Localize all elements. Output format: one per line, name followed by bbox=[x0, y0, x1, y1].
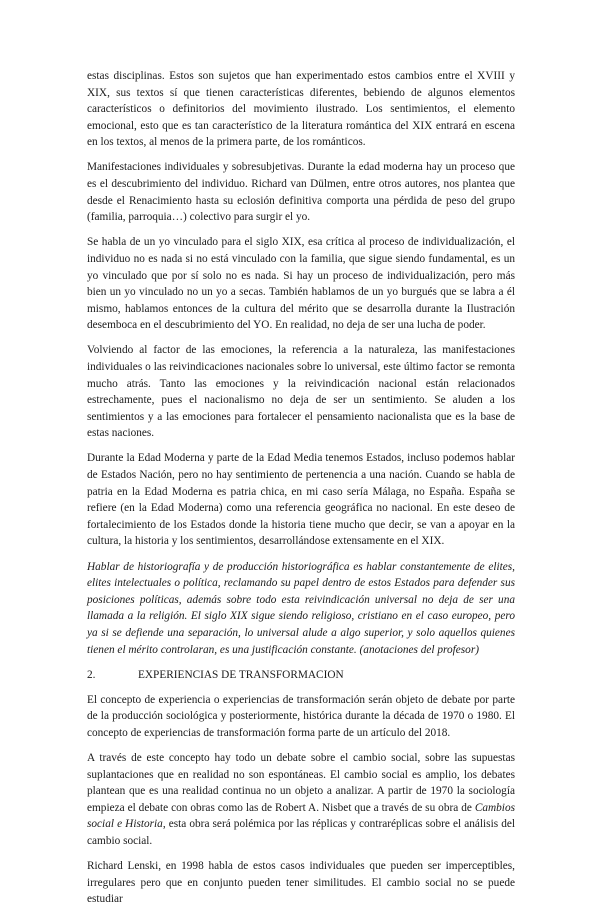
book-title: Cambios social e Historia bbox=[87, 801, 515, 831]
paragraph-transformation-concept: El concepto de experiencia o experiencias de transformación serán objeto de debate por parte de la producción sociológica y posteriormente, histórica durante la década de 1970 o 1980. El concepto de experiencias de transformación forma parte de un artículo del 2018. bbox=[87, 693, 515, 739]
paragraph-individual-manifestations: Manifestaciones individuales y sobresubjetivas. Durante la edad moderna hay un proceso que es el descubrimiento del individuo. Richard van Dülmen, entre otros autores, nos plantea que desde el Renacimiento hasta su eclosión definitiva comporta una pérdida de peso del grupo (familia, parroquia…) colectivo para surgir el yo. bbox=[87, 161, 515, 224]
paragraph-social-change-text-end: , esta obra será polémica por las réplicas y contraréplicas sobre el análisis del cambio social. bbox=[87, 818, 515, 847]
paragraph-professor-notes: Hablar de historiografía y de producción historiográfica es hablar constantemente de elites, elites intelectuales o política, reclamando su papel dentro de estos Estados para defender sus posiciones políticas, además sobre todo esta reivindicación universal no deja de ser una llamada a la religión. El siglo XIX sigue siendo religioso, cristiano en el caso europeo, pero ya si se defiende una separación, lo universal alude a algo superior, y solo aquellos quienes tienen el mérito controlaran, es una justificación constante. (anotaciones del profesor) bbox=[87, 560, 515, 656]
paragraph-lenski: Richard Lenski, en 1998 habla de estos casos individuales que pueden ser imperceptibles, irregulares pero que en conjunto pueden tener similitudes. El cambio social no se puede estudiar bbox=[87, 860, 515, 906]
section-number: 2. bbox=[87, 668, 96, 681]
paragraph-social-change bbox=[87, 750, 515, 850]
section-heading bbox=[87, 667, 515, 684]
document-body bbox=[87, 68, 515, 916]
paragraph-social-change-text: A través de este concepto hay todo un debate sobre el cambio social, sobre las supuestas suplantaciones que en realidad no son espontáneas. El cambio social es amplio, los debates plantean que es una realidad continua no un objeto a analizar. A partir de 1970 la sociología empieza el debate con obras como las de Robert A. Nisbet que a través de su obra de bbox=[87, 751, 515, 814]
paragraph-linked-self: Se habla de un yo vinculado para el siglo XIX, esa crítica al proceso de individualización, el individuo no es nada si no está vinculado con la familia, que sigue siendo fundamental, es un yo vinculado que por sí solo no es nada. Si hay un proceso de individualización, pero más bien un yo vinculado no un yo a secas. También hablamos de un yo burgués que se labra a él mismo, hablamos entonces de la cultura del mérito que se desarrolla durante la Ilustración desemboca en el descubrimiento del YO. En realidad, no deja de ser una lucha de poder. bbox=[87, 236, 515, 332]
paragraph-nation-states: Durante la Edad Moderna y parte de la Edad Media tenemos Estados, incluso podemos hablar de Estados Nación, pero no hay sentimiento de pertenencia a una nación. Cuando se habla de patria en la Edad Moderna es patria chica, en mi caso sería Málaga, no España. España se refiere (en la Edad Moderna) como una referencia geográfica no nacional. En este deseo de fortalecimiento de los Estados donde la historia tiene mucho que decir, se van a apoyar en la cultura, la historia y los sentimientos, desarrollándose extensamente en el XIX. bbox=[87, 452, 515, 548]
paragraph-intro: estas disciplinas. Estos son sujetos que han experimentado estos cambios entre el XVIII y XIX, sus textos sí que tienen características diferentes, bebiendo de algunos elementos característicos o definitorios del movimiento ilustrado. Los sentimientos, el elemento emocional, esto que es tan característico de la literatura romántica del XIX entrará en escena en los textos, al menos de la primera parte, de los románticos. bbox=[87, 70, 515, 149]
section-title: EXPERIENCIAS DE TRANSFORMACION bbox=[138, 668, 344, 681]
paragraph-emotions: Volviendo al factor de las emociones, la referencia a la naturaleza, las manifestaciones individuales o las reivindicaciones nacionales sobre lo universal, este último factor se remonta mucho atrás. Tanto las emociones y la reivindicación nacional están relacionados estrechamente, pues el nacionalismo no deja de ser un sentimiento. Se aluden a los sentimientos y a las emociones para fortalecer el pensamiento nacionalista que es la base de estas naciones. bbox=[87, 344, 515, 440]
